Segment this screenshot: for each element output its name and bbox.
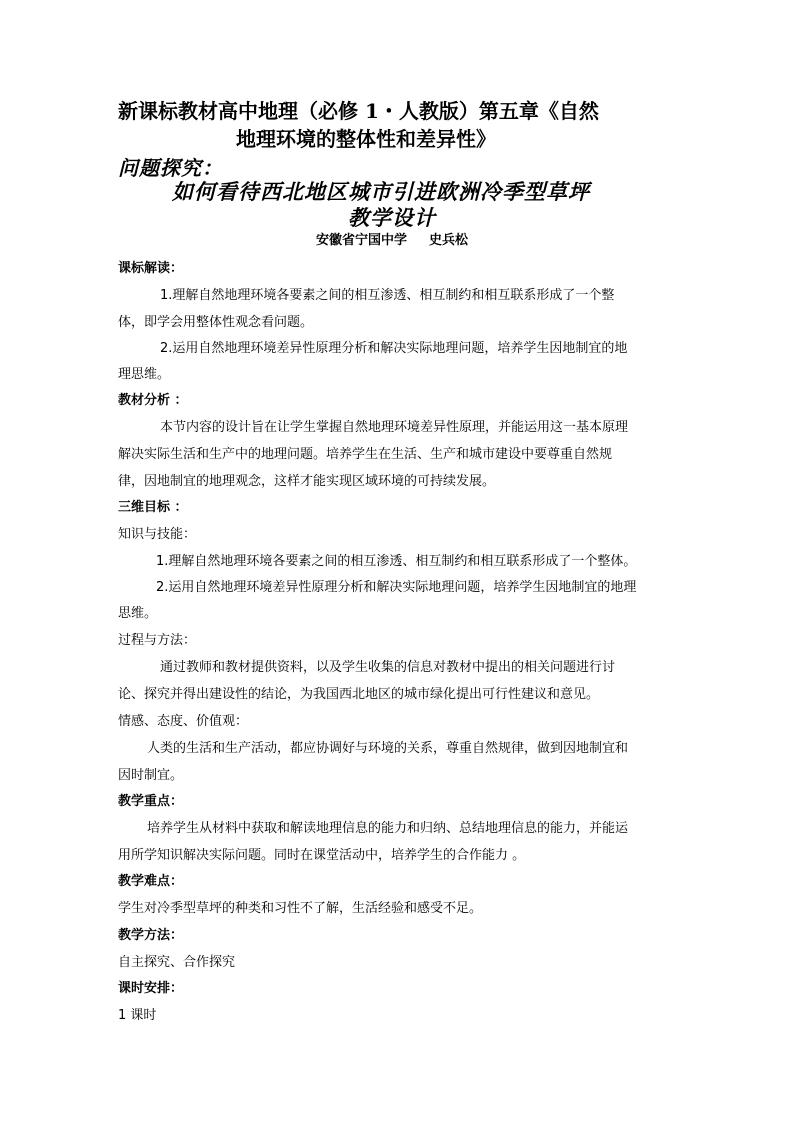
knowledge-item-1: 1.理解自然地理环境各要素之间的相互渗透、相互制约和相互联系形成了一个整体。 <box>156 554 637 569</box>
focus-line2: 用所学知识解决实际问题。同时在课堂活动中，培养学生的合作能力 。 <box>118 848 526 863</box>
title-line-1: 新课标教材高中地理（必修 1・人教版）第五章《自然 <box>118 99 599 123</box>
standards-p1-line2: 体，即学会用整体性观念看问题。 <box>118 315 314 330</box>
method-heading: 教学方法： <box>118 928 184 943</box>
topic-subtitle: 教学设计 <box>348 205 436 230</box>
author-school: 安徽省宁国中学 <box>316 233 408 248</box>
knowledge-item-2-line2: 思维。 <box>118 606 158 621</box>
process-line2: 论、探究并得出建设性的结论，为我国西北地区的城市绿化提出可行性建议和意见。 <box>118 687 600 702</box>
textbook-heading: 教材分析 ： <box>118 393 188 408</box>
standards-p1-line1: 1.理解自然地理环境各要素之间的相互渗透、相互制约和相互联系形成了一个整 <box>160 288 615 303</box>
topic-title: 如何看待西北地区城市引进欧洲冷季型草坪 <box>172 179 590 204</box>
standards-p2-line1: 2.运用自然地理环境差异性原理分析和解决实际地理问题，培养学生因地制宜的地 <box>160 341 628 356</box>
inquiry-label: 问题探究： <box>118 156 223 180</box>
process-line1: 通过教师和教材提供资料，以及学生收集的信息对教材中提出的相关问题进行讨 <box>160 660 616 675</box>
process-label: 过程与方法： <box>118 633 197 648</box>
difficulty-heading: 教学难点： <box>118 874 184 889</box>
textbook-line2: 解决实际生活和生产中的地理问题。培养学生在生活、生产和城市建设中要尊重自然规 <box>118 447 613 462</box>
knowledge-item-2-line1: 2.运用自然地理环境差异性原理分析和解决实际地理问题，培养学生因地制宜的地理 <box>156 580 637 595</box>
standards-heading: 课标解读： <box>118 261 184 276</box>
schedule-heading: 课时安排： <box>118 981 184 996</box>
focus-line1: 培养学生从材料中获取和解读地理信息的能力和归纳、总结地理信息的能力，并能运 <box>147 821 629 836</box>
goals-heading: 三维目标 ： <box>118 500 188 515</box>
knowledge-label: 知识与技能： <box>118 527 197 542</box>
schedule-line1: 1 课时 <box>118 1008 157 1023</box>
difficulty-line1: 学生对冷季型草坪的种类和习性不了解，生活经验和感受不足。 <box>118 901 483 916</box>
emotion-label: 情感、态度、价值观： <box>118 714 249 729</box>
emotion-line2: 因时制宜。 <box>118 768 184 783</box>
textbook-line1: 本节内容的设计旨在让学生掌握自然地理环境差异性原理，并能运用这一基本原理 <box>160 420 629 435</box>
emotion-line1: 人类的生活和生产活动，都应协调好与环境的关系，尊重自然规律，做到因地制宜和 <box>147 741 629 756</box>
standards-p2-line2: 理思维。 <box>118 367 171 382</box>
author-line <box>316 229 468 248</box>
author-name: 史兵松 <box>429 233 469 248</box>
textbook-line3: 律，因地制宜的地理观念，这样才能实现区域环境的可持续发展。 <box>118 474 496 489</box>
title-line-2: 地理环境的整体性和差异性》 <box>236 127 496 151</box>
focus-heading: 教学重点： <box>118 794 184 809</box>
method-line1: 自主探究、合作探究 <box>118 955 236 970</box>
